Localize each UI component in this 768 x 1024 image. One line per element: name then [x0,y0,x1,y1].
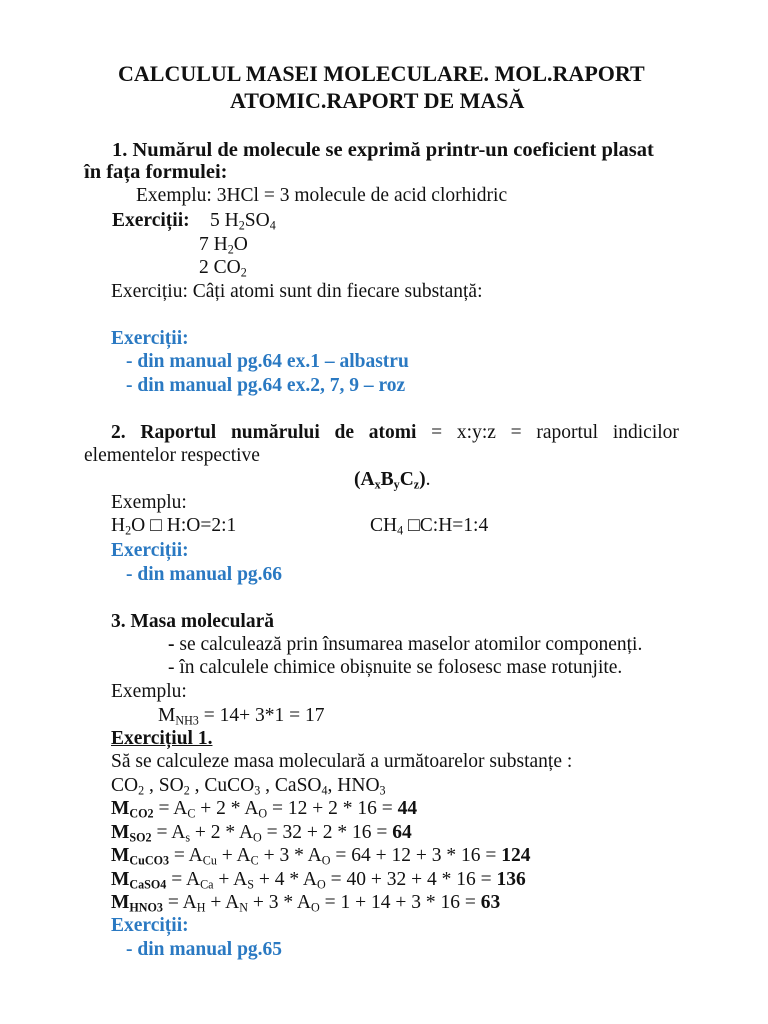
section-3-example-label: Exemplu: [111,681,187,702]
section-3-bullet-2: - în calculele chimice obișnuite se folosesc mase rotunjite. [168,657,623,678]
section-2-example-label: Exemplu: [111,492,187,513]
exercise-1-task: Să se calculeze masa moleculară a următoarelor substanțe : [111,751,573,772]
section-3-exercise-item: - din manual pg.65 [126,939,283,960]
title-line-2: ATOMIC.RAPORT DE MASĂ [230,88,525,113]
assignment-1-item-2: - din manual pg.64 ex.2, 7, 9 – roz [126,375,406,396]
section-2-heading: 2. Raportul numărului de atomi = x:y:z = raportul indicilor [111,422,679,443]
assignment-1-item-1: - din manual pg.64 ex.1 – albastru [126,351,409,372]
calc-row-co2: $M_{CO2} = A_C + 2 * A_O = 12 + 2 * 16 = 44$ [111,798,418,821]
calc-row-cuco3: $M_{CuCO3} = A_{Cu} + A_C + 3 * A_O = 64 + 12 + 3 * 16 = 124$ [111,845,531,868]
exercise-formula-h2o: 7 $H_2O$ [199,234,248,257]
section-3-bullet-1: - se calculează prin însumarea maselor atomilor componenți. [168,634,643,655]
general-formula: $(A_xB_yC_z)$. [354,469,431,492]
section-2-exercise-item: - din manual pg.66 [126,564,283,585]
assignment-1-label: Exerciții: [111,328,189,349]
section-1-question: Exercițiu: Câți atomi sunt din fiecare substanță: [111,281,483,302]
example-nh3-mass: $M_{NH3} = 14+ 3*1 = 17$ [158,705,325,728]
calc-row-so2: $M_{SO2} = A_s + 2 * A_O = 32 + 2 * 16 = 64$ [111,822,412,845]
calc-row-caso4: $M_{CaSO4} = A_{Ca} + A_S + 4 * A_O = 40 + 32 + 4 * 16 = 136$ [111,869,526,892]
section-2-exercises-label: Exerciții: [111,540,189,561]
section-2-heading-cont: elementelor respective [84,445,260,466]
section-1-exercises-label: Exerciții: [112,210,190,231]
calc-row-hno3: $M_{HNO3} = A_H + A_N + 3 * A_O = 1 + 14 + 3 * 16 = 63$ [111,892,501,915]
example-methane-ratio: $CH_4$ □C:H=1:4 [370,515,489,538]
example-water-ratio: $H_2O$ □ H:O=2:1 [111,515,237,538]
section-1-heading-cont: în fața formulei: [84,161,228,183]
exercise-formula-h2so4: 5 $H_2SO_4$ [210,210,276,233]
section-1-heading: 1. Numărul de molecule se exprimă printr-un coeficient plasat [112,139,654,161]
exercise-formula-co2: 2 $CO_2$ [199,257,247,280]
section-3-heading: 3. Masa moleculară [111,611,275,632]
substance-list: $CO_2$ , $SO_2$ , CuCO$_3$ , CaSO$_4$, $HNO_3$ [111,775,386,798]
title-line-1: CALCULUL MASEI MOLECULARE. MOL.RAPORT [118,61,645,86]
section-3-exercises-label: Exerciții: [111,915,189,936]
exercise-1-title: Exercițiul 1. [111,728,213,749]
section-1-example: Exemplu: 3HCl = 3 molecule de acid clorhidric [136,185,508,206]
